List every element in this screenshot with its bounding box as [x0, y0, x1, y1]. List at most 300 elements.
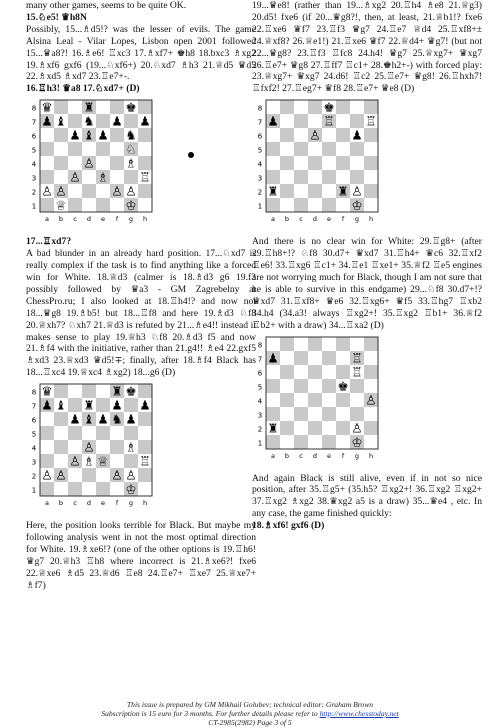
board-square	[138, 412, 152, 426]
file-label: e	[101, 499, 105, 508]
board-square	[110, 198, 124, 212]
board-square	[138, 384, 152, 398]
board-square	[280, 100, 294, 114]
board-square	[266, 128, 280, 142]
chess-piece: ♙	[41, 467, 53, 483]
chess-piece: ♜	[83, 99, 95, 115]
board-square	[364, 170, 378, 184]
rank-label: 1	[31, 486, 37, 495]
chess-diagram-2	[26, 382, 256, 510]
chess-diagram-1	[26, 98, 256, 226]
chess-piece: ♛	[41, 383, 53, 399]
board-square	[364, 337, 378, 351]
board-square	[96, 100, 110, 114]
board-square	[110, 100, 124, 114]
footer	[0, 700, 500, 727]
chess-piece: ♙	[83, 439, 95, 455]
board-square	[266, 156, 280, 170]
chess-piece: ♝	[55, 397, 67, 413]
board-square	[350, 379, 364, 393]
paragraph: 19...♛e8! (rather than 19...♗xg2 20.♖h4 ♗e8 21.♕g3) 20.d5! fxe6 (if 20...♛g8?!, then, at least, 21.♕b1!? fxe6 22.♖xe6 ♛f7 23.♖f3 ♛g7 24.♖e7 ♕d4 25.♖xf8+± 24.♕xf8? 26.♕e1!) 21.♖xe6 ♛f7 22.♕d4+ ♛g7! (but not 22...♛g8? 23.♖f3 ♖fc8 24.h4! ♛g7 25.♕xg7+ ♛xg7 26.♖e7+ ♛g8 27.♖ff7 ♖c1+ 28.♚h2+-) with forced play: 23.♕xg7+ ♛xg7 24.d6! ♖c2 25.♖e7+ ♛g8! 26.♖hxh7! ♖fxf2! 27.♖eg7+ ♛f8 28.♖e7+ ♛e8 (D)	[252, 0, 482, 95]
rank-label: 8	[31, 104, 37, 113]
chess-piece: ♔	[125, 197, 137, 213]
board-square	[266, 407, 280, 421]
board-square	[96, 482, 110, 496]
chess-piece: ♗	[125, 439, 137, 455]
board-square	[68, 156, 82, 170]
board-square	[54, 142, 68, 156]
chess-piece: ♚	[125, 383, 137, 399]
chess-piece: ♟	[41, 397, 53, 413]
board-square	[266, 365, 280, 379]
chess-piece: ♔	[351, 197, 363, 213]
board-square	[124, 454, 138, 468]
rank-label: 6	[257, 369, 263, 377]
file-label: e	[327, 215, 331, 224]
rank-label: 8	[257, 104, 263, 113]
move-heading: 15.♘e5! ♛h8N	[26, 11, 87, 23]
board-square	[54, 128, 68, 142]
board-square	[322, 365, 336, 379]
board-square	[364, 198, 378, 212]
board-square	[82, 184, 96, 198]
file-label: f	[341, 215, 345, 224]
chess-piece: ♟	[69, 127, 81, 143]
board-square	[364, 435, 378, 449]
board-square	[96, 426, 110, 440]
board-square	[138, 156, 152, 170]
board-square	[54, 412, 68, 426]
chess-piece: ♟	[41, 113, 53, 129]
board-square	[280, 365, 294, 379]
file-label: b	[58, 499, 64, 508]
rank-label: 5	[31, 430, 37, 439]
board-square	[40, 170, 54, 184]
chess-piece: ♙	[83, 155, 95, 171]
board-square	[266, 142, 280, 156]
board-square	[322, 128, 336, 142]
file-label: f	[341, 451, 345, 460]
board-square	[68, 100, 82, 114]
board-square	[82, 170, 96, 184]
file-label: c	[73, 499, 77, 508]
board-square	[266, 100, 280, 114]
chess-piece: ♖	[351, 350, 363, 365]
board-square	[280, 114, 294, 128]
chess-piece: ♟	[97, 127, 109, 143]
board-square	[294, 128, 308, 142]
board-square	[350, 407, 364, 421]
rank-label: 6	[31, 416, 37, 425]
chess-piece: ♜	[337, 183, 349, 199]
board-square	[280, 198, 294, 212]
board-square	[138, 142, 152, 156]
board-square	[96, 114, 110, 128]
board-square	[40, 482, 54, 496]
board-square	[322, 156, 336, 170]
chess-piece: ♙	[351, 420, 363, 435]
board-square	[40, 156, 54, 170]
board-square	[322, 407, 336, 421]
board-square	[336, 198, 350, 212]
board-square	[308, 351, 322, 365]
board-square	[336, 170, 350, 184]
file-label: f	[115, 215, 119, 224]
chess-piece: ♚	[323, 99, 335, 115]
chess-piece: ♟	[139, 397, 151, 413]
board-square	[68, 482, 82, 496]
board-square	[68, 198, 82, 212]
board-square	[68, 426, 82, 440]
chess-piece: ♖	[139, 453, 151, 469]
website-link[interactable]: http://www.chesstoday.net	[319, 709, 399, 718]
board-square	[40, 198, 54, 212]
board-square	[124, 398, 138, 412]
rank-label: 5	[257, 383, 263, 391]
rank-label: 3	[257, 174, 263, 183]
board-square	[336, 142, 350, 156]
board-square	[96, 184, 110, 198]
chess-piece: ♝	[55, 113, 67, 129]
file-label: a	[271, 215, 275, 224]
board-square	[96, 468, 110, 482]
board-square	[322, 184, 336, 198]
board-square	[124, 114, 138, 128]
chess-diagram-4	[252, 335, 482, 463]
rank-label: 1	[257, 439, 263, 447]
board-square	[110, 170, 124, 184]
chess-piece: ♙	[125, 183, 137, 199]
chess-piece: ♟	[125, 411, 137, 427]
board-square	[96, 156, 110, 170]
board-square	[280, 407, 294, 421]
board-square	[322, 142, 336, 156]
rank-label: 8	[257, 341, 263, 349]
paragraph: many other games, seems to be quite OK.	[26, 0, 187, 11]
board-square	[40, 412, 54, 426]
chess-piece: ♟	[69, 411, 81, 427]
chess-piece: ♙	[111, 183, 123, 199]
board-square	[336, 114, 350, 128]
board-square	[110, 454, 124, 468]
chess-piece: ♗	[83, 453, 95, 469]
board-square	[280, 170, 294, 184]
board-square	[68, 468, 82, 482]
board-square	[54, 170, 68, 184]
board-square	[364, 351, 378, 365]
file-label: d	[86, 215, 92, 224]
paragraph: A bad blunder in an already hard position. 17...♘xd7 is really complex if the task is to find anything like a forced win for White. 18.♕d3 (calmer is 18.♗d3 g6 19.f3 possibly followed by ♛a3 - GM Zagrebelny at ChessPro.ru; I also looked at 18.♖h4!? and now not 18...♛g8 19.♗b5! but 18...♖f8 and here 19.♗d3 ♘f8 20.♕xh7? ♘xh7 21.♕d3 is refuted by 21...♗e4!! instead it makes sense to play 19.♕h3 ♘f8 20.♗d3 f5 and now 21.♗f4 with the initiative, rather than 21.g4!! ♗e4 22.gxf5 ♗xd3 23.♕xd3 ♛d5!∓; finally, after 18.♗f4 Black has 18...♖xc4 19.♕xc4 ♗xg2) 18...g6 (D)	[26, 248, 256, 379]
footer-page-number: CT-2985(2982) Page 3 of 5	[208, 718, 292, 727]
board-square	[350, 142, 364, 156]
board-square	[308, 142, 322, 156]
board-square	[336, 407, 350, 421]
chess-piece: ♝	[83, 127, 95, 143]
rank-label: 2	[31, 472, 37, 481]
board-square	[68, 398, 82, 412]
board-square	[294, 184, 308, 198]
file-label: g	[354, 215, 360, 224]
rank-label: 7	[31, 402, 37, 411]
file-label: e	[101, 215, 105, 224]
board-square	[96, 198, 110, 212]
rank-label: 1	[31, 202, 37, 211]
board-square	[322, 379, 336, 393]
board-square	[294, 100, 308, 114]
chess-piece: ♟	[351, 127, 363, 143]
board-square	[308, 407, 322, 421]
file-label: c	[299, 215, 303, 224]
chess-piece: ♙	[351, 183, 363, 199]
board-square	[364, 100, 378, 114]
rank-label: 4	[31, 444, 37, 453]
file-label: g	[128, 215, 134, 224]
chess-piece: ♟	[139, 113, 151, 129]
board-square	[294, 407, 308, 421]
rank-label: 4	[257, 160, 263, 169]
board-square	[82, 468, 96, 482]
chess-diagram-3	[252, 98, 482, 226]
rank-label: 8	[31, 388, 37, 397]
board-square	[308, 421, 322, 435]
board-square	[138, 426, 152, 440]
board-square	[110, 440, 124, 454]
board-square	[266, 393, 280, 407]
board-square	[40, 440, 54, 454]
chess-piece: ♟	[111, 113, 123, 129]
board-square	[336, 337, 350, 351]
chess-piece: ♖	[365, 113, 377, 129]
board-square	[138, 128, 152, 142]
board-square	[138, 440, 152, 454]
chess-piece: ♖	[139, 169, 151, 185]
board-square	[110, 128, 124, 142]
chess-piece: ♜	[83, 397, 95, 413]
rank-label: 2	[31, 188, 37, 197]
rank-label: 7	[31, 118, 37, 127]
board-square	[364, 184, 378, 198]
chessboard	[26, 98, 156, 226]
paragraph: Here, the position looks terrible for Black. But maybe my following analysis went in not the most optimal direction for White. 19.♗xe6!? (one of the other options is 19.♖h6! ♛g7 20.♕h3 ♖h8 where incorrect is 21.♗xe6?! fxe6 22.♕xe6 ♗d5 23.♕d6 ♖e8 24.♖e7+ ♖xe7 25.♕xe7+ ♗f7)	[26, 520, 256, 591]
chess-piece: ♟	[97, 411, 109, 427]
chessboard	[252, 98, 382, 226]
board-square	[308, 435, 322, 449]
chess-piece: ♙	[55, 183, 67, 199]
board-square	[68, 142, 82, 156]
board-square	[336, 421, 350, 435]
board-square	[266, 435, 280, 449]
chess-piece: ♜	[267, 183, 279, 199]
move-heading: 16.♖h3! ♛a8 17.♘xd7+ (D)	[26, 83, 140, 95]
board-square	[54, 426, 68, 440]
file-label: h	[142, 215, 148, 224]
paragraph: And again Black is still alive, even if in not so nice position, after 35.♖g5+ (35.h5? ♖xg2+! 36.♖xg2 ♖xg2+ 37.♖xg2 ♗xg2 38.♛xg2 a5 is a draw) 35...♛e4 , etc. In any case, the game finished quickly:	[252, 472, 482, 520]
board-square	[68, 384, 82, 398]
board-square	[294, 198, 308, 212]
rank-label: 7	[257, 118, 263, 127]
board-square	[40, 426, 54, 440]
board-square	[110, 142, 124, 156]
chess-piece: ♙	[309, 127, 321, 143]
chess-piece: ♗	[125, 155, 137, 171]
file-label: h	[368, 451, 374, 460]
file-label: c	[299, 451, 303, 460]
board-square	[96, 384, 110, 398]
rank-label: 6	[257, 132, 263, 141]
rank-label: 5	[257, 146, 263, 155]
rank-label: 3	[31, 174, 37, 183]
board-square	[280, 393, 294, 407]
board-square	[336, 351, 350, 365]
file-label: d	[86, 499, 92, 508]
board-square	[54, 100, 68, 114]
board-square	[364, 407, 378, 421]
board-square	[110, 482, 124, 496]
chess-piece: ♙	[69, 453, 81, 469]
chess-piece: ♖	[323, 113, 335, 129]
chess-piece: ♙	[125, 467, 137, 483]
chess-piece: ♞	[83, 113, 95, 129]
board-square	[110, 156, 124, 170]
board-square	[280, 337, 294, 351]
chess-piece: ♙	[55, 467, 67, 483]
board-square	[138, 468, 152, 482]
board-square	[280, 351, 294, 365]
file-label: a	[271, 451, 275, 460]
rank-label: 2	[257, 188, 263, 197]
board-square	[350, 114, 364, 128]
board-square	[322, 435, 336, 449]
board-square	[364, 128, 378, 142]
board-square	[364, 142, 378, 156]
board-square	[308, 184, 322, 198]
chess-piece: ♙	[111, 467, 123, 483]
board-square	[54, 482, 68, 496]
board-square	[308, 365, 322, 379]
side-to-move-indicator	[188, 152, 194, 158]
board-square	[82, 198, 96, 212]
board-square	[308, 170, 322, 184]
chess-piece: ♚	[337, 378, 349, 393]
rank-label: 3	[31, 458, 37, 467]
board-square	[350, 156, 364, 170]
board-square	[294, 337, 308, 351]
board-square	[294, 379, 308, 393]
chess-piece: ♙	[41, 183, 53, 199]
board-square	[308, 156, 322, 170]
board-square	[266, 337, 280, 351]
chess-piece: ♜	[111, 383, 123, 399]
board-square	[138, 198, 152, 212]
chessboard	[26, 382, 156, 510]
file-label: g	[354, 451, 360, 460]
board-square	[294, 114, 308, 128]
chess-piece: ♚	[125, 99, 137, 115]
board-square	[280, 142, 294, 156]
board-square	[364, 421, 378, 435]
board-square	[96, 398, 110, 412]
chess-piece: ♛	[41, 99, 53, 115]
file-label: c	[73, 215, 77, 224]
board-square	[138, 184, 152, 198]
board-square	[82, 426, 96, 440]
board-square	[322, 421, 336, 435]
file-label: d	[312, 215, 318, 224]
chess-piece: ♘	[125, 141, 137, 157]
board-square	[294, 365, 308, 379]
board-square	[266, 379, 280, 393]
chess-piece: ♝	[83, 411, 95, 427]
board-square	[280, 184, 294, 198]
chess-piece: ♔	[351, 434, 363, 449]
board-square	[294, 351, 308, 365]
board-square	[322, 170, 336, 184]
board-square	[322, 337, 336, 351]
board-square	[364, 365, 378, 379]
board-square	[280, 156, 294, 170]
chess-piece: ♟	[267, 113, 279, 129]
board-square	[336, 156, 350, 170]
file-label: d	[312, 451, 318, 460]
paragraph: And there is no clear win for White: 29.♖g8+ (after 29.♖h8+!? ♘f8 30.d7+ ♛xd7 31.♖h4+ ♛c6 32.♖xf2 ♖e6! 33.♖xg6 ♖c1+ 34.♖e1 ♖xe1+ 35.♕f2 ♖e5 engines are not worrying much for Black, though I am not sure that he is able to survive in this endgame) 29...♘f8 30.d7+!? ♛xd7 31.♖xf8+ ♛e6 32.♖xg6+ ♛f5 33.♖hg7 ♖xb2 34.h4 (34.a3! always ♖xg2+! 35.♖xg2 ♖b1+ 36.♕f2 ♖b2+ with a draw) 34...♖xa2 (D)	[252, 236, 482, 331]
rank-label: 4	[31, 160, 37, 169]
board-square	[294, 393, 308, 407]
board-square	[138, 482, 152, 496]
board-square	[82, 482, 96, 496]
board-square	[280, 128, 294, 142]
left-column	[26, 0, 256, 592]
board-square	[266, 198, 280, 212]
board-square	[54, 440, 68, 454]
board-square	[68, 184, 82, 198]
board-square	[54, 454, 68, 468]
board-square	[40, 128, 54, 142]
file-label: b	[58, 215, 64, 224]
board-square	[40, 142, 54, 156]
rank-label: 3	[257, 411, 263, 419]
chess-piece: ♕	[97, 453, 109, 469]
board-square	[350, 393, 364, 407]
board-square	[124, 170, 138, 184]
rank-label: 1	[257, 202, 263, 211]
board-square	[68, 440, 82, 454]
board-square	[96, 142, 110, 156]
board-square	[110, 426, 124, 440]
board-square	[40, 454, 54, 468]
board-square	[280, 379, 294, 393]
chess-piece: ♞	[111, 411, 123, 427]
chess-piece: ♕	[55, 197, 67, 213]
board-square	[96, 440, 110, 454]
footer-credit: This issue is prepared by GM Mikhail Golubev; technical editor: Graham Brown	[126, 700, 374, 709]
file-label: b	[284, 215, 290, 224]
board-square	[336, 100, 350, 114]
board-square	[308, 379, 322, 393]
board-square	[336, 128, 350, 142]
chess-piece: ♖	[351, 364, 363, 379]
chess-piece: ♜	[267, 420, 279, 435]
chess-piece: ♞	[125, 127, 137, 143]
footer-subscription	[0, 709, 500, 718]
chess-piece: ♟	[267, 350, 279, 365]
board-square	[364, 156, 378, 170]
board-square	[364, 379, 378, 393]
board-square	[308, 100, 322, 114]
board-square	[266, 170, 280, 184]
file-label: f	[115, 499, 119, 508]
board-square	[294, 421, 308, 435]
board-square	[308, 114, 322, 128]
